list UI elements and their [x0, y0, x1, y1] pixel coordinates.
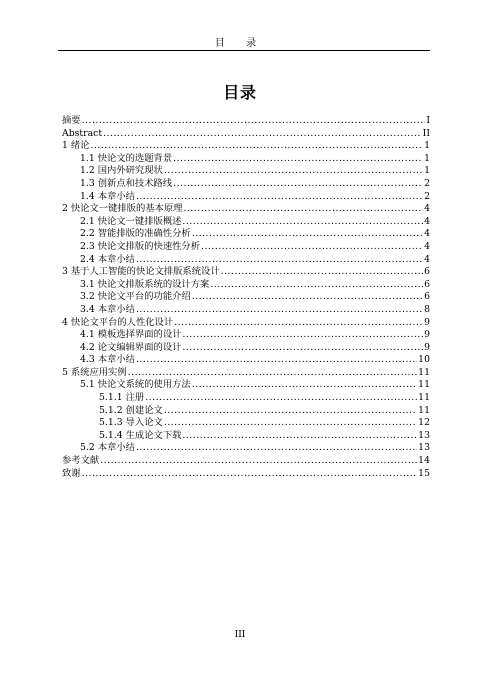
toc-entry[interactable]: [62, 291, 430, 304]
dot-leader: [136, 442, 417, 455]
dot-leader: [192, 228, 423, 241]
dot-leader: [128, 367, 418, 380]
toc-entry-page: 9: [424, 316, 430, 328]
toc-entry[interactable]: [62, 191, 430, 204]
toc-entry-page: 1: [424, 140, 430, 152]
toc-entry-label: 5 系统应用实例: [62, 366, 127, 378]
dot-leader: [82, 468, 418, 481]
toc-entry-page: 6: [424, 278, 430, 290]
dot-leader: [145, 392, 417, 405]
toc-entry-label: 致谢: [62, 467, 81, 479]
toc-entry[interactable]: [62, 329, 430, 342]
dot-leader: [82, 115, 426, 128]
dot-leader: [210, 279, 423, 292]
toc-entry-label: 2.3 快论文排版的快速性分析: [80, 240, 201, 252]
toc-entry-label: 1.2 国内外研究现状: [80, 165, 163, 177]
toc-entry[interactable]: [62, 342, 430, 355]
toc-entry[interactable]: [62, 178, 430, 191]
running-header: 目 录: [214, 38, 266, 49]
toc-entry-label: 5.1.2 创建论文: [99, 404, 163, 416]
toc-entry-page: 10: [418, 354, 430, 366]
toc-entry-label: 4.3 本章小结: [80, 354, 135, 366]
toc-entry-label: 2.1 快论文一键排版概述: [80, 215, 182, 227]
toc-entry-label: 摘要: [62, 115, 81, 126]
dot-leader: [192, 291, 423, 304]
toc-entry-label: 3.1 快论文排版系统的设计方案: [80, 278, 210, 290]
toc-entry[interactable]: [62, 430, 430, 443]
toc-entry[interactable]: [62, 455, 430, 468]
toc-entry[interactable]: [62, 379, 430, 392]
toc-entry-page: 6: [424, 266, 430, 278]
toc-entry[interactable]: [62, 354, 430, 367]
toc-entry[interactable]: [62, 115, 430, 128]
toc-entry[interactable]: [62, 165, 430, 178]
dot-leader: [164, 405, 417, 418]
toc-entry-page: 13: [418, 429, 430, 441]
toc-entry-label: 1.1 快论文的选题背景: [80, 152, 173, 164]
toc-entry[interactable]: [62, 442, 430, 455]
dot-leader: [136, 254, 423, 267]
toc-entry-page: 8: [424, 303, 430, 315]
dot-leader: [136, 191, 423, 204]
toc-entry-page: I: [426, 115, 430, 126]
toc-entry-label: 5.2 本章小结: [80, 442, 135, 454]
toc-entry-label: 4 快论文平台的人性化设计: [62, 316, 174, 328]
toc-entry-page: 11: [418, 366, 430, 378]
toc-entry-page: 1: [424, 152, 430, 164]
toc-entry-label: 2 快论文一键排版的基本原理: [62, 203, 183, 215]
toc-entry[interactable]: [62, 304, 430, 317]
toc-entry-page: 4: [424, 203, 430, 215]
toc-entry-page: 6: [424, 291, 430, 303]
dot-leader: [173, 178, 423, 191]
toc-entry-page: 4: [424, 253, 430, 265]
dot-leader: [136, 354, 417, 367]
dot-leader: [103, 128, 422, 141]
toc-entry[interactable]: [62, 317, 430, 330]
dot-leader: [192, 379, 417, 392]
toc-entry-page: 12: [418, 417, 430, 429]
toc-entry-page: 9: [424, 329, 430, 341]
toc-entry-label: 3 基于人工智能的快论文排版系统设计: [62, 266, 220, 278]
toc-entry-page: 13: [418, 442, 430, 454]
dot-leader: [183, 203, 423, 216]
dot-leader: [164, 417, 417, 430]
toc-entry-label: 5.1.1 注册: [99, 392, 145, 404]
toc-entry-page: 11: [418, 404, 430, 416]
toc-entry-page: 14: [418, 455, 430, 467]
toc-title: 目录: [223, 83, 257, 102]
toc-entry[interactable]: [62, 140, 430, 153]
dot-leader: [182, 430, 417, 443]
toc-entry-label: 3.2 快论文平台的功能介绍: [80, 291, 191, 303]
table-of-contents: [62, 115, 430, 480]
toc-entry-label: 2.4 本章小结: [80, 253, 135, 265]
dot-leader: [174, 317, 423, 330]
toc-entry-page: 2: [424, 190, 430, 202]
toc-entry-page: 4: [424, 228, 430, 240]
toc-entry[interactable]: [62, 279, 430, 292]
toc-entry[interactable]: [62, 266, 430, 279]
toc-entry[interactable]: [62, 367, 430, 380]
toc-entry-page: 4: [424, 215, 430, 227]
toc-entry[interactable]: [62, 128, 430, 141]
toc-entry[interactable]: [62, 417, 430, 430]
toc-entry-page: 15: [418, 467, 430, 479]
toc-entry-label: 5.1.3 导入论文: [99, 417, 163, 429]
toc-entry[interactable]: [62, 405, 430, 418]
dot-leader: [182, 342, 423, 355]
dot-leader: [90, 140, 423, 153]
toc-entry[interactable]: [62, 228, 430, 241]
toc-entry-label: 4.2 论文编辑界面的设计: [80, 341, 182, 353]
toc-entry-label: 4.1 模板选择界面的设计: [80, 329, 182, 341]
toc-entry-label: 1.4 本章小结: [80, 190, 135, 202]
toc-entry[interactable]: [62, 216, 430, 229]
dot-leader: [173, 153, 423, 166]
toc-entry-page: 4: [424, 240, 430, 252]
toc-entry-label: 1.3 创新点和技术路线: [80, 177, 173, 189]
toc-entry-page: 9: [424, 341, 430, 353]
header-rule: [58, 50, 430, 51]
toc-entry[interactable]: [62, 153, 430, 166]
dot-leader: [100, 455, 417, 468]
toc-entry-label: Abstract: [62, 127, 103, 139]
dot-leader: [136, 304, 423, 317]
page-number: III: [234, 630, 246, 640]
toc-entry-label: 5.1.4 生成论文下载: [99, 429, 182, 441]
toc-entry-page: 1: [424, 165, 430, 177]
dot-leader: [182, 329, 423, 342]
toc-entry-label: 2.2 智能排版的准确性分析: [80, 228, 191, 240]
dot-leader: [221, 266, 423, 279]
toc-entry[interactable]: [62, 241, 430, 254]
toc-entry-page: 11: [418, 392, 430, 404]
toc-entry-page: 2: [424, 177, 430, 189]
toc-entry-label: 3.4 本章小结: [80, 303, 135, 315]
toc-entry[interactable]: [62, 203, 430, 216]
toc-entry[interactable]: [62, 392, 430, 405]
toc-entry-page: II: [422, 127, 430, 139]
toc-entry[interactable]: [62, 254, 430, 267]
toc-entry-label: 1 绪论: [62, 140, 90, 152]
dot-leader: [201, 241, 423, 254]
toc-entry-page: 11: [418, 379, 430, 391]
toc-entry[interactable]: [62, 468, 430, 481]
dot-leader: [182, 216, 423, 229]
toc-entry-label: 参考文献: [62, 455, 100, 467]
toc-entry-label: 5.1 快论文系统的使用方法: [80, 379, 191, 391]
dot-leader: [164, 165, 423, 178]
